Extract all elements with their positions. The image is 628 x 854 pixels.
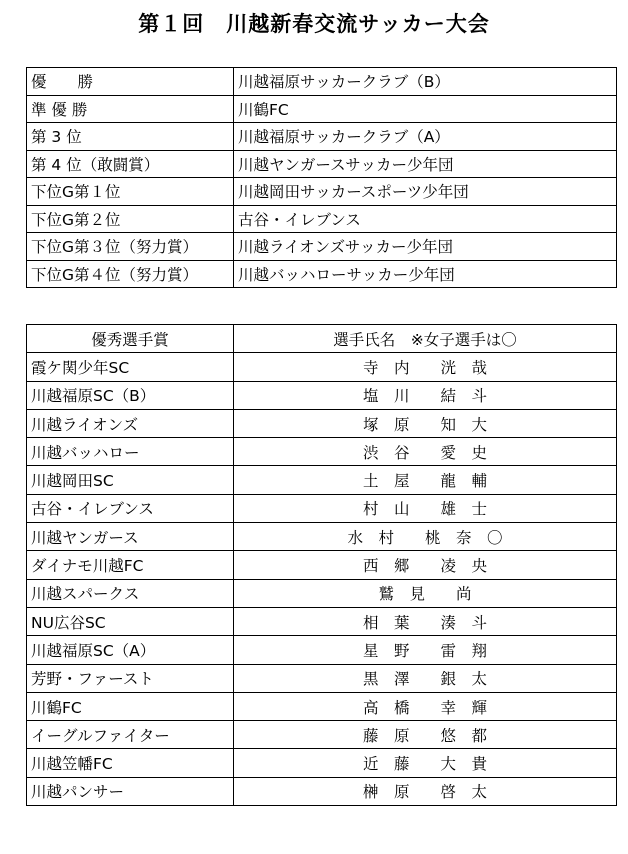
team-cell: 川越福原サッカークラブ（A） xyxy=(234,123,617,151)
rank-cell: 第 4 位（敢闘賞） xyxy=(27,150,234,178)
team-cell: ダイナモ川越FC xyxy=(27,551,234,579)
results-table xyxy=(26,67,617,288)
team-cell: 川越福原SC（A） xyxy=(27,636,234,664)
table-row xyxy=(27,381,617,409)
player-cell: 土 屋 龍 輔 xyxy=(234,466,617,494)
team-cell: 川越笠幡FC xyxy=(27,749,234,777)
player-cell: 藤 原 悠 都 xyxy=(234,721,617,749)
table-row xyxy=(27,607,617,635)
table-header-row xyxy=(27,325,617,353)
player-cell: 塚 原 知 大 xyxy=(234,409,617,437)
table-row xyxy=(27,777,617,805)
rank-cell: 準 優 勝 xyxy=(27,95,234,123)
team-cell: 川越ライオンズサッカー少年団 xyxy=(234,233,617,261)
table-row xyxy=(27,68,617,96)
team-cell: 川越ライオンズ xyxy=(27,409,234,437)
table-row xyxy=(27,721,617,749)
team-cell: 川越バッハローサッカー少年団 xyxy=(234,260,617,288)
player-cell: 相 葉 湊 斗 xyxy=(234,607,617,635)
player-cell: 近 藤 大 貴 xyxy=(234,749,617,777)
table-row xyxy=(27,409,617,437)
team-cell: 霞ケ関少年SC xyxy=(27,353,234,381)
header-team-cell: 優秀選手賞 xyxy=(27,325,234,353)
team-cell: 川越ヤンガース xyxy=(27,523,234,551)
table-row xyxy=(27,438,617,466)
table-row xyxy=(27,150,617,178)
team-cell: 川鶴FC xyxy=(27,692,234,720)
player-cell: 渋 谷 愛 史 xyxy=(234,438,617,466)
team-cell: 川越スパークス xyxy=(27,579,234,607)
table-row xyxy=(27,551,617,579)
player-cell: 黒 澤 銀 太 xyxy=(234,664,617,692)
table-row xyxy=(27,494,617,522)
player-cell: 星 野 雷 翔 xyxy=(234,636,617,664)
team-cell: NU広谷SC xyxy=(27,607,234,635)
player-cell: 水 村 桃 奈 〇 xyxy=(234,523,617,551)
player-cell: 寺 内 洸 哉 xyxy=(234,353,617,381)
team-cell: 川越岡田サッカースポーツ少年団 xyxy=(234,178,617,206)
player-cell: 鷲 見 尚 xyxy=(234,579,617,607)
team-cell: 芳野・ファースト xyxy=(27,664,234,692)
table-row xyxy=(27,260,617,288)
team-cell: 古谷・イレブンス xyxy=(27,494,234,522)
table-row xyxy=(27,466,617,494)
table-row xyxy=(27,664,617,692)
team-cell: 川越パンサー xyxy=(27,777,234,805)
team-cell: 川越福原サッカークラブ（B） xyxy=(234,68,617,96)
player-cell: 村 山 雄 士 xyxy=(234,494,617,522)
rank-cell: 下位G第４位（努力賞） xyxy=(27,260,234,288)
team-cell: イーグルファイター xyxy=(27,721,234,749)
table-row xyxy=(27,205,617,233)
rank-cell: 第 3 位 xyxy=(27,123,234,151)
rank-cell: 下位G第３位（努力賞） xyxy=(27,233,234,261)
table-row xyxy=(27,749,617,777)
table-row xyxy=(27,95,617,123)
table-row xyxy=(27,523,617,551)
table-row xyxy=(27,233,617,261)
player-cell: 高 橋 幸 輝 xyxy=(234,692,617,720)
team-cell: 川鶴FC xyxy=(234,95,617,123)
team-cell: 川越ヤンガースサッカー少年団 xyxy=(234,150,617,178)
team-cell: 川越福原SC（B） xyxy=(27,381,234,409)
page-title: 第１回 川越新春交流サッカー大会 xyxy=(138,12,490,36)
team-cell: 川越バッハロー xyxy=(27,438,234,466)
table-row xyxy=(27,123,617,151)
table-row xyxy=(27,636,617,664)
rank-cell: 下位G第２位 xyxy=(27,205,234,233)
player-cell: 榊 原 啓 太 xyxy=(234,777,617,805)
header-player-cell: 選手氏名 ※女子選手は〇 xyxy=(234,325,617,353)
awards-table xyxy=(26,324,617,806)
player-cell: 塩 川 結 斗 xyxy=(234,381,617,409)
team-cell: 古谷・イレブンス xyxy=(234,205,617,233)
rank-cell: 優 勝 xyxy=(27,68,234,96)
table-row xyxy=(27,579,617,607)
team-cell: 川越岡田SC xyxy=(27,466,234,494)
table-row xyxy=(27,353,617,381)
table-row xyxy=(27,178,617,206)
rank-cell: 下位G第１位 xyxy=(27,178,234,206)
player-cell: 西 郷 凌 央 xyxy=(234,551,617,579)
table-row xyxy=(27,692,617,720)
